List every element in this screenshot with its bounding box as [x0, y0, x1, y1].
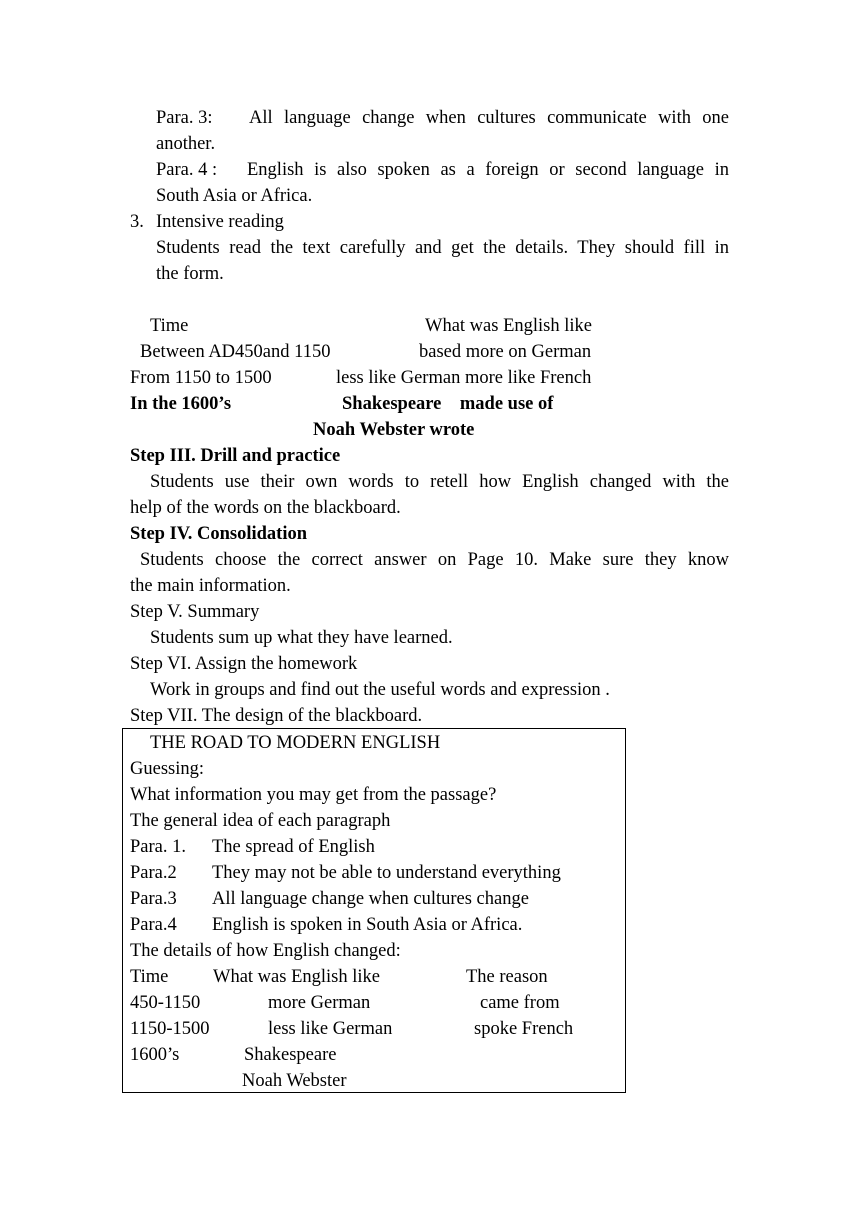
board-details-title: The details of how English changed:	[130, 941, 401, 961]
form-header-like: What was English like	[425, 316, 592, 336]
form-row-4-like: Noah Webster wrote	[313, 420, 475, 440]
step3-line2: help of the words on the blackboard.	[130, 498, 401, 518]
board-row-1-like: more German	[268, 993, 371, 1013]
board-table-header-reason: The reason	[466, 967, 548, 987]
step7-title: Step VII. The design of the blackboard.	[130, 706, 423, 726]
board-guessing: Guessing:	[130, 759, 204, 779]
step5-title: Step V. Summary	[130, 602, 260, 622]
board-para4-text: English is spoken in South Asia or Africa.	[212, 915, 523, 935]
step4-line1: Students choose the correct answer on Page 10. Make sure they know	[140, 550, 729, 570]
step6-title: Step VI. Assign the homework	[130, 654, 358, 674]
form-row-2-time: From 1150 to 1500	[130, 368, 272, 388]
board-general-idea: The general idea of each paragraph	[130, 811, 391, 831]
form-row-1-time: Between AD450and 1150	[140, 342, 331, 362]
para3-label: Para. 3:	[156, 108, 213, 128]
board-row-2-like: less like German	[268, 1019, 393, 1039]
form-row-3-time: In the 1600’s	[130, 394, 232, 414]
board-row-2-reason: spoke French	[474, 1019, 574, 1039]
board-para1-text: The spread of English	[212, 837, 375, 857]
board-table-header-time: Time	[130, 967, 169, 987]
item3-title: Intensive reading	[156, 212, 284, 232]
board-question: What information you may get from the passage?	[130, 785, 497, 805]
form-row-3-like: Shakespeare made use of	[342, 394, 554, 414]
board-para4-label: Para.4	[130, 915, 177, 935]
step3-line1: Students use their own words to retell how English changed with the	[150, 472, 729, 492]
board-row-3-like: Shakespeare	[244, 1045, 337, 1065]
board-table-header-like: What was English like	[213, 967, 380, 987]
board-title: THE ROAD TO MODERN ENGLISH	[150, 733, 441, 753]
step5-line1: Students sum up what they have learned.	[150, 628, 453, 648]
step3-title: Step III. Drill and practice	[130, 446, 341, 466]
board-para2-label: Para.2	[130, 863, 177, 883]
form-header-time: Time	[150, 316, 189, 336]
para3-continuation: another.	[156, 134, 216, 154]
board-row-4-like: Noah Webster	[242, 1071, 347, 1091]
board-row-1-reason: came from	[480, 993, 560, 1013]
board-row-3-time: 1600’s	[130, 1045, 180, 1065]
board-para1-label: Para. 1.	[130, 837, 186, 857]
board-row-1-time: 450-1150	[130, 993, 201, 1013]
step4-line2: the main information.	[130, 576, 291, 596]
form-row-2-like: less like German more like French	[336, 368, 592, 388]
para3-text: All language change when cultures communicate with one	[249, 108, 729, 128]
item3-line2: the form.	[156, 264, 224, 284]
form-row-1-like: based more on German	[419, 342, 592, 362]
para4-text: English is also spoken as a foreign or second language in	[247, 160, 729, 180]
para4-continuation: South Asia or Africa.	[156, 186, 313, 206]
board-para3-text: All language change when cultures change	[212, 889, 529, 909]
step6-line1: Work in groups and find out the useful words and expression .	[150, 680, 610, 700]
item3-line1: Students read the text carefully and get the details. They should fill in	[156, 238, 729, 258]
item3-number: 3.	[130, 212, 144, 232]
board-row-2-time: 1150-1500	[130, 1019, 210, 1039]
board-para3-label: Para.3	[130, 889, 177, 909]
step4-title: Step IV. Consolidation	[130, 524, 308, 544]
para4-label: Para. 4 :	[156, 160, 218, 180]
board-para2-text: They may not be able to understand everything	[212, 863, 561, 883]
